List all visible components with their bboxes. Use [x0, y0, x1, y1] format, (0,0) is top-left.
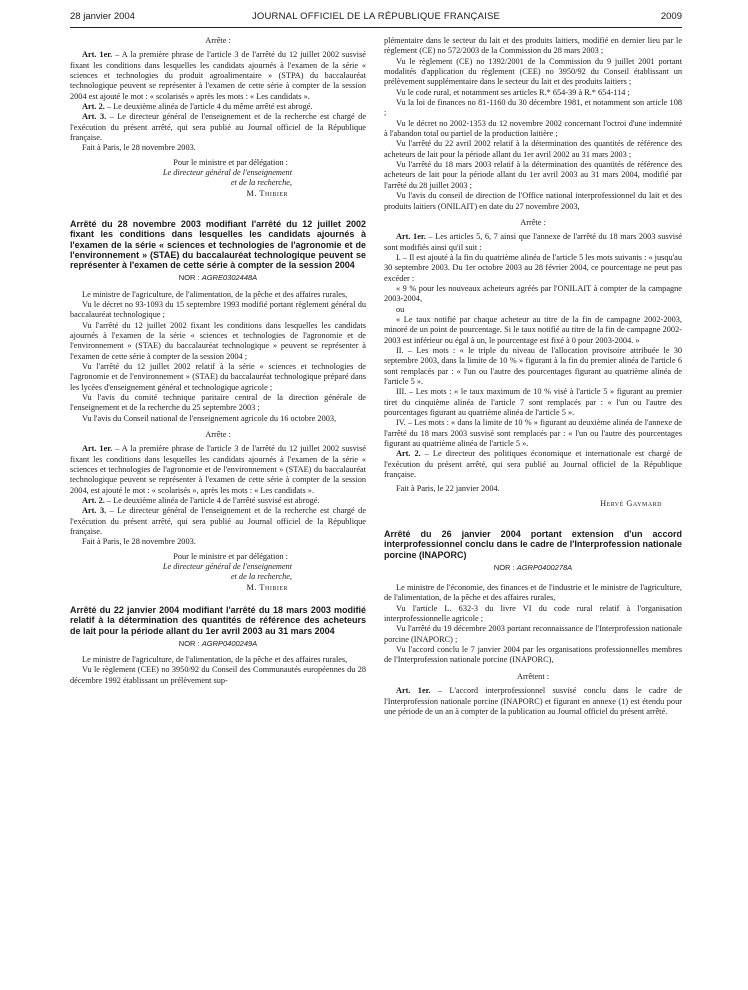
- body-paragraph: Vu l'arrêté du 18 mars 2003 relatif à la détermination des quantités de référence des acheteurs de lait pour la période allant du 1er avril 2003 au 31 mars 2004, modifié par l'arrêté du 28 juillet 2003 ;: [384, 160, 682, 190]
- nor-reference: NOR : AGRE0302448A: [178, 273, 258, 283]
- body-paragraph: II. – Les mots : « le triple du niveau de l'allocation provisoire attribuée le 30 septembre 2003, dans la limite de 10 % » figurant à la fin du premier alinéa de l'article 6 sont remplacés par : « l'un ou l'autre des pourcentages figurant au quatrième alinéa de l'article 5 ».: [384, 345, 682, 386]
- signatory-name: M. Thibier: [246, 582, 288, 592]
- body-paragraph: Le ministre de l'agriculture, de l'alimentation, de la pêche et des affaires rurales,: [82, 289, 348, 299]
- body-paragraph: Vu le règlement (CE) no 1392/2001 de la Commission du 9 juillet 2001 portant modalités d'application du règlement (CEE) no 3950/92 du Conseil établissant un prélèvement supplémentaire dans le secteur du lait et des produits laitiers ;: [384, 56, 682, 87]
- arrete-heading: Arrêtent :: [516, 671, 550, 681]
- body-paragraph: Le ministre de l'agriculture, de l'alimentation, de la pêche et des affaires rurales,: [82, 655, 348, 665]
- header-page-number: 2009: [660, 11, 682, 22]
- header-journal-title: JOURNAL OFFICIEL DE LA RÉPUBLIQUE FRANÇAISE: [251, 11, 501, 22]
- article-paragraph: Art. 1er. – Les articles 5, 6, 7 ainsi que l'annexe de l'arrêté du 18 mars 2003 susvisé sont modifiés ainsi qu'il suit :: [384, 232, 682, 252]
- body-paragraph: Vu le décret no 93-1093 du 15 septembre 1993 modifié portant règlement général du baccalauréat technologique ;: [70, 299, 366, 320]
- page-header: [70, 11, 682, 25]
- body-paragraph: IV. – Les mots : « dans la limite de 10 % » figurant au deuxième alinéa de l'annexe de l'arrêté du 18 mars 2003 susvisé sont remplacés par : « l'un ou l'autre des pourcentages figurant au quatrième alinéa de l'article 5 ».: [384, 418, 682, 449]
- body-paragraph: Vu l'arrêté du 19 décembre 2003 portant reconnaissance de l'Interprofession nationale porcine (INAPORC) ;: [384, 624, 682, 644]
- signature-line: Le directeur général de l'enseignement: [162, 168, 292, 178]
- body-paragraph: Vu la loi de finances no 81-1160 du 30 décembre 1981, et notamment son article 108 ;: [384, 98, 682, 118]
- header-rule: [70, 27, 682, 28]
- body-paragraph: Le ministre de l'économie, des finances et de l'industrie et le ministre de l'agriculture, de l'alimentation, de la pêche et des affaires rurales,: [384, 583, 682, 603]
- body-paragraph: Vu le règlement (CEE) no 3950/92 du Conseil des Communautés européennes du 28 décembre 1992 établissant un prélèvement sup-: [70, 665, 366, 685]
- right-column: [384, 36, 682, 717]
- signature-line: Pour le ministre et par délégation :: [173, 551, 288, 561]
- signatory-name: M. Thibier: [246, 188, 288, 198]
- article-paragraph: Art. 3. – Le directeur général de l'enseignement et de la recherche est chargé de l'exécution du présent arrêté, qui sera publié au Journal officiel de la République française.: [70, 112, 366, 143]
- body-paragraph: ou: [396, 304, 405, 314]
- body-paragraph: III. – Les mots : « le taux maximum de 10 % visé à l'article 5 » figurant au premier tiret du cinquième alinéa de l'article 7 sont remplacés par : « l'un ou l'autre des pourcentages figurant au quatrième alinéa de l'article 5 ».: [384, 387, 682, 418]
- body-paragraph: Vu l'arrêté du 12 juillet 2002 fixant les conditions dans lesquelles les candidats ajournés à l'examen de la série « sciences et technologies de l'agronomie et de l'environnement » (STAE) du baccalauréat technologique » peuvent se représenter à l'examen de cette série à compter de la session 2004 ;: [70, 320, 366, 361]
- header-date: 28 janvier 2004: [70, 11, 135, 22]
- article-paragraph: Art. 2. – Le deuxième alinéa de l'article 4 de l'arrêté susvisé est abrogé.: [82, 496, 320, 506]
- body-paragraph: Vu l'avis du Conseil national de l'enseignement agricole du 16 octobre 2003,: [82, 413, 337, 423]
- fait-a-paris: Fait à Paris, le 22 janvier 2004.: [396, 484, 500, 494]
- signature-line: Pour le ministre et par délégation :: [173, 157, 288, 167]
- article-paragraph: Art. 1er. – A la première phrase de l'article 3 de l'arrêté du 12 juillet 2002 susvisé fixant les conditions dans lesquelles les candidats ajournés à l'examen de la série « sciences et technologies de l'agronomie et de l'environnement » (STAE) du baccalauréat technologique peuvent se représenter à l'examen de cette série à compter de la session 2004, est ajouté le mot : « scolarisés », après les mots : « Les candidats ».: [70, 444, 366, 495]
- article-paragraph: Art. 2. – Le directeur des politiques économique et internationale est chargé de l'exécution du présent arrêté, qui sera publié au Journal officiel de la République française.: [384, 449, 682, 480]
- signatory-name: Hervé Gaymard: [600, 498, 662, 508]
- arrete-heading: Arrête :: [205, 36, 231, 45]
- decree-title: Arrêté du 22 janvier 2004 modifiant l'arrêté du 18 mars 2003 modifié relatif à la détermination des quantités de référence des acheteurs de lait pour la période allant du 1er avril 2003 au 31 mars 2004: [70, 605, 366, 636]
- article-paragraph: Art. 2. – Le deuxième alinéa de l'article 4 du même arrêté est abrogé.: [82, 102, 313, 112]
- nor-reference: NOR : AGRP0400278A: [493, 562, 573, 572]
- article-paragraph: Art. 3. – Le directeur général de l'enseignement et de la recherche est chargé de l'exécution du présent arrêté, qui sera publié au Journal officiel de la République française.: [70, 506, 366, 537]
- fait-a-paris: Fait à Paris, le 28 novembre 2003.: [82, 537, 196, 547]
- body-paragraph: Vu l'avis du comité technique paritaire central de la direction générale de l'enseignement et de la recherche du 25 septembre 2003 ;: [70, 392, 366, 413]
- signature-line: Le directeur général de l'enseignement: [162, 562, 292, 572]
- body-paragraph: Vu l'accord conclu le 7 janvier 2004 par les organisations professionnelles membres de l'Interprofession nationale porcine (INAPORC),: [384, 645, 682, 665]
- body-paragraph: plémentaire dans le secteur du lait et des produits laitiers, modifié en dernier lieu par le règlement (CE) no 572/2003 de la Commission du 28 mars 2003 ;: [384, 36, 682, 56]
- body-paragraph: Vu le décret no 2002-1353 du 12 novembre 2002 concernant l'octroi d'une indemnité à l'abandon total ou partiel de la production laitière ;: [384, 118, 682, 139]
- body-paragraph: Vu l'arrêté du 22 avril 2002 relatif à la détermination des quantités de référence des acheteurs de lait pour la période allant du 1er avril 2002 au 31 mars 2003 ;: [384, 139, 682, 159]
- body-paragraph: Vu l'avis du conseil de direction de l'Office national interprofessionnel du lait et des produits laitiers (ONILAIT) en date du 27 novembre 2003,: [384, 191, 682, 211]
- decree-title: Arrêté du 28 novembre 2003 modifiant l'arrêté du 12 juillet 2002 fixant les conditions dans lesquelles les candidats ajournés à l'examen de la série « sciences et technologies de l'agronomie et de l'environnement » (STAE) du baccalauréat technologique peuvent se représenter à l'examen de cette série à compter de la session 2004: [70, 219, 366, 270]
- decree-title: Arrêté du 26 janvier 2004 portant extension d'un accord interprofessionnel conclu dans le cadre de l'Interprofession nationale porcine (INAPORC): [384, 529, 682, 560]
- left-column: [70, 36, 366, 686]
- signature-line: et de la recherche,: [230, 178, 292, 188]
- body-paragraph: « 9 % pour les nouveaux acheteurs agréés par l'ONILAIT à compter de la campagne 2003-2004,: [384, 283, 682, 304]
- article-paragraph: Art. 1er. – L'accord interprofessionnel susvisé conclu dans le cadre de l'Interprofession nationale porcine (INAPORC) et figurant en annexe (1) est étendu pour une période de un an à compter de la publication au Journal officiel du présent arrêté.: [384, 686, 682, 716]
- arrete-heading: Arrête :: [520, 217, 546, 227]
- body-paragraph: Vu le code rural, et notamment ses articles R.* 654-39 à R.* 654-114 ;: [396, 87, 630, 97]
- body-paragraph: Vu l'arrêté du 12 juillet 2002 relatif à la série « sciences et technologies de l'agronomie et de l'environnement » (STAE) du baccalauréat technologique préparé dans les lycées d'enseignement général et technologique agricole ;: [70, 361, 366, 392]
- body-paragraph: « Le taux notifié par chaque acheteur au titre de la fin de campagne 2002-2003, minoré de un point de pourcentage. Si le taux notifié au titre de la fin de campagne 2002-2003 est inférieur ou égal à un, le pourcentage est fixé à 0 pour 2003-2004. »: [384, 314, 682, 345]
- arrete-heading: Arrête :: [205, 429, 231, 439]
- signature-line: et de la recherche,: [230, 572, 292, 582]
- body-paragraph: I. – Il est ajouté à la fin du quatrième alinéa de l'article 5 les mots suivants : « jusqu'au 30 septembre 2003. Du 1er octobre 2003 au 28 février 2004, ce pourcentage ne peut pas excéder :: [384, 252, 682, 283]
- article-paragraph: Art. 1er. – A la première phrase de l'article 3 de l'arrêté du 12 juillet 2002 susvisé fixant les conditions dans lesquelles les candidats ajournés à l'examen de la série « sciences et technologies du produit agroalimentaire » (STPA) du baccalauréat technologique peuvent se représenter à l'examen de cette série à compter de la session 2004 est ajouté le mot : « scolarisés » après les mots : « Les candidats ».: [70, 50, 366, 101]
- nor-reference: NOR : AGRP0400249A: [178, 638, 258, 648]
- body-paragraph: Vu l'article L. 632-3 du livre VI du code rural relatif à l'organisation interprofessionnelle agricole ;: [384, 603, 682, 624]
- fait-a-paris: Fait à Paris, le 28 novembre 2003.: [82, 143, 196, 153]
